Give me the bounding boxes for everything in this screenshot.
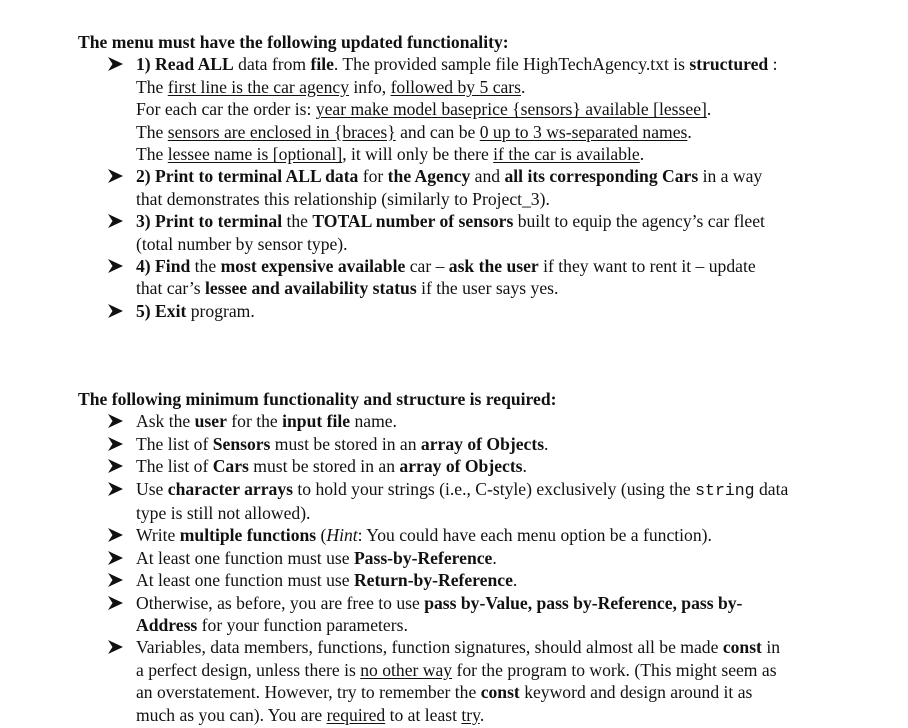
underlined-text: no other way: [360, 659, 453, 680]
underlined-text: if the car is available: [493, 144, 640, 165]
list-item: [78, 636, 868, 726]
text-run: car –: [405, 256, 449, 277]
text-run: in a way: [698, 166, 763, 187]
text-run: At least one function must use: [136, 547, 354, 568]
text-run: The: [136, 76, 168, 97]
text-line: [136, 210, 868, 232]
bold-text: TOTAL number of sensors: [312, 211, 514, 232]
text-run: (total number by sensor type).: [136, 233, 348, 254]
text-run: data: [754, 478, 789, 499]
list-item: [78, 592, 868, 637]
text-run: Write: [136, 525, 180, 546]
bold-text: 3) Print to terminal: [136, 211, 283, 232]
text-run: data from: [233, 54, 311, 75]
bold-text: Cars: [212, 456, 249, 477]
bold-text: user: [194, 411, 227, 432]
text-line: [136, 704, 868, 726]
bullet-arrow-icon: [107, 210, 127, 232]
section-heading: The menu must have the following updated functionality:: [78, 32, 509, 52]
italic-text: Hint: [326, 525, 358, 546]
text-run: program.: [186, 300, 255, 321]
list-item: [78, 524, 868, 546]
text-run: Ask the: [136, 411, 195, 432]
bold-text: character arrays: [167, 478, 293, 499]
list-item: [78, 255, 868, 300]
list-item: [78, 410, 868, 432]
text-line: [136, 547, 868, 569]
text-run: name.: [350, 411, 397, 432]
list-item: [78, 210, 868, 255]
text-line: [136, 76, 868, 98]
bullet-arrow-icon: [107, 478, 127, 500]
text-run: and can be: [395, 121, 480, 142]
bold-text: Address: [136, 615, 198, 636]
text-run: .: [687, 121, 692, 142]
bold-text: file: [310, 54, 334, 75]
bold-text: most expensive available: [220, 256, 406, 277]
underlined-text: 0 up to 3 ws-separated names: [479, 121, 688, 142]
text-run: Otherwise, as before, you are free to use: [136, 592, 425, 613]
list-item: [78, 165, 868, 210]
bold-text: 2) Print to terminal ALL data: [136, 166, 359, 187]
bold-text: 4) Find: [136, 256, 191, 277]
text-run: .: [522, 456, 527, 477]
text-run: for your function parameters.: [197, 615, 408, 636]
list-item: [78, 569, 868, 591]
bold-text: ask the user: [448, 256, 539, 277]
minimum-requirements-section: [78, 388, 868, 726]
underlined-text: required: [326, 704, 386, 725]
text-run: At least one function must use: [136, 570, 354, 591]
bold-text: Pass-by-Reference: [353, 547, 493, 568]
text-line: [136, 121, 868, 143]
text-run: : You could have each menu option be a function).: [357, 525, 712, 546]
text-line: [136, 53, 868, 75]
text-run: that car’s: [136, 278, 206, 299]
text-run: Variables, data members, functions, function signatures, should almost all be made: [136, 637, 723, 658]
text-line: [136, 659, 868, 681]
bullet-arrow-icon: [107, 569, 127, 591]
text-run: , it will only be there: [342, 144, 494, 165]
text-line: [136, 410, 868, 432]
text-line: [136, 681, 868, 703]
text-line: [136, 98, 868, 120]
text-run: the: [282, 211, 313, 232]
menu-bullet-list: [78, 53, 868, 322]
underlined-text: first line is the car agency: [167, 76, 350, 97]
bullet-arrow-icon: [107, 524, 127, 546]
section-heading: The following minimum functionality and structure is required:: [78, 389, 557, 409]
bold-text: input file: [282, 411, 351, 432]
text-run: and: [470, 166, 505, 187]
text-run: must be stored in an: [248, 456, 400, 477]
text-line: [136, 233, 868, 255]
menu-functionality-section: [78, 31, 868, 322]
text-run: :: [768, 54, 778, 75]
bold-text: Sensors: [212, 433, 271, 454]
bullet-arrow-icon: [107, 255, 127, 277]
text-run: to at least: [385, 704, 462, 725]
list-item: [78, 547, 868, 569]
bullet-arrow-icon: [107, 592, 127, 614]
text-run: .: [639, 144, 645, 165]
text-run: .: [479, 704, 485, 725]
bullet-arrow-icon: [107, 300, 127, 322]
requirements-bullet-list: [78, 410, 868, 726]
bullet-arrow-icon: [107, 410, 127, 432]
text-line: [136, 478, 868, 502]
text-line: [136, 592, 868, 614]
text-run: .: [544, 433, 549, 454]
text-run: Use: [136, 478, 168, 499]
list-item: [78, 433, 868, 455]
bold-text: 5) Exit: [136, 300, 187, 321]
bold-text: pass by-Value, pass by-Reference, pass by-: [424, 592, 743, 613]
text-run: a perfect design, unless there is: [136, 659, 361, 680]
text-run: info,: [349, 76, 391, 97]
text-run: much as you can). You are: [136, 704, 327, 725]
text-run: that demonstrates this relationship (similarly to Project_3).: [136, 188, 550, 209]
text-run: .: [512, 570, 518, 591]
list-item: [78, 53, 868, 165]
bullet-arrow-icon: [107, 547, 127, 569]
underlined-text: year make model baseprice {sensors} available [lessee]: [315, 99, 707, 120]
text-run: to hold your strings (i.e., C-style) exclusively (using the: [292, 478, 696, 499]
text-run: for the: [226, 411, 283, 432]
text-run: .: [706, 99, 712, 120]
text-line: [136, 188, 868, 210]
bullet-arrow-icon: [107, 165, 127, 187]
text-line: [136, 636, 868, 658]
text-line: [136, 277, 868, 299]
bullet-arrow-icon: [107, 53, 127, 75]
bold-text: const: [722, 637, 762, 658]
text-line: [136, 300, 868, 322]
bullet-arrow-icon: [107, 636, 127, 658]
text-run: built to equip the agency’s car fleet: [513, 211, 765, 232]
underlined-text: lessee name is [optional]: [167, 144, 343, 165]
text-line: [136, 433, 868, 455]
bold-text: array of Objects: [420, 433, 545, 454]
text-line: [136, 143, 868, 165]
bold-text: all its corresponding Cars: [504, 166, 699, 187]
code-text: string: [695, 480, 755, 500]
underlined-text: sensors are enclosed in {braces}: [167, 121, 396, 142]
bold-text: structured: [689, 54, 769, 75]
text-run: in: [761, 637, 781, 658]
text-run: The: [136, 144, 168, 165]
text-run: if the user says yes.: [416, 278, 559, 299]
text-line: [136, 165, 868, 187]
bold-text: lessee and availability status: [205, 278, 417, 299]
text-run: The list of: [136, 456, 213, 477]
text-line: [136, 524, 868, 546]
text-run: an overstatement. However, try to remember the: [136, 682, 481, 703]
text-run: for: [358, 166, 388, 187]
text-line: [136, 569, 868, 591]
text-run: .: [521, 76, 526, 97]
text-run: keyword and design around it as: [519, 682, 753, 703]
text-run: .: [492, 547, 497, 568]
text-line: [136, 614, 868, 636]
list-item: [78, 478, 868, 525]
underlined-text: try: [461, 704, 480, 725]
bullet-arrow-icon: [107, 433, 127, 455]
bold-text: the Agency: [387, 166, 471, 187]
text-run: The list of: [136, 433, 213, 454]
bold-text: array of Objects: [399, 456, 523, 477]
text-line: [136, 502, 868, 524]
list-item: [78, 300, 868, 322]
text-run: the: [190, 256, 221, 277]
text-line: [136, 255, 868, 277]
text-line: [136, 455, 868, 477]
text-run: must be stored in an: [270, 433, 421, 454]
text-run: For each car the order is:: [136, 99, 316, 120]
underlined-text: followed by 5 cars: [390, 76, 522, 97]
list-item: [78, 455, 868, 477]
bullet-arrow-icon: [107, 455, 127, 477]
bold-text: 1) Read ALL: [136, 54, 234, 75]
bold-text: const: [480, 682, 520, 703]
text-run: for the program to work. (This might seem as: [452, 659, 777, 680]
text-run: (: [316, 525, 327, 546]
text-run: The: [136, 121, 168, 142]
text-run: if they want to rent it – update: [538, 256, 756, 277]
text-run: . The provided sample file HighTechAgency.txt is: [333, 54, 690, 75]
bold-text: multiple functions: [179, 525, 317, 546]
text-run: type is still not allowed).: [136, 503, 311, 524]
bold-text: Return-by-Reference: [353, 570, 513, 591]
